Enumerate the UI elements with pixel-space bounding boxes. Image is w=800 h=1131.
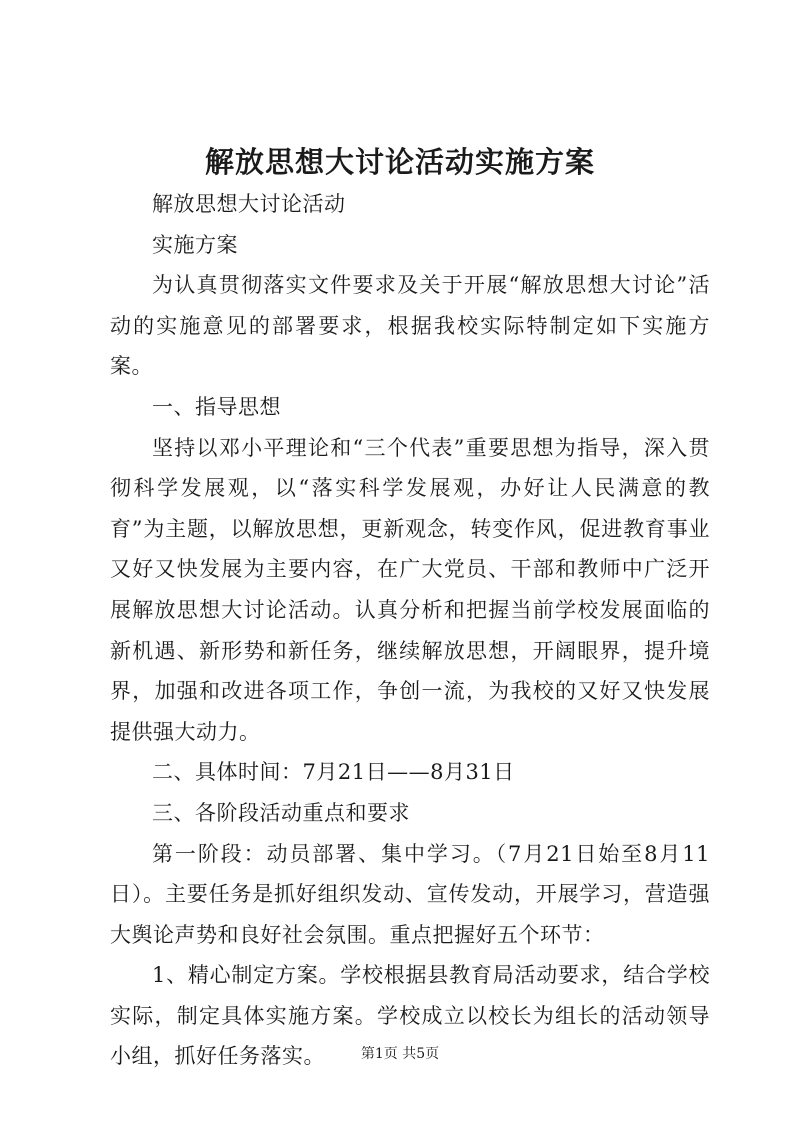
section-heading-schedule: 二、具体时间：7月21日——8月31日 [152, 760, 515, 785]
paragraph-plan-label: 实施方案 [152, 232, 238, 257]
page-number-footer: 第1页 共5页 [360, 1046, 440, 1062]
section-heading-stage-requirements: 三、各阶段活动重点和要求 [152, 800, 410, 825]
paragraph-stage-one: 第一阶段：动员部署、集中学习。（7月21日始至8月11日）。主要任务是抓好组织发动、宣传发动，开展学习，营造强大舆论声势和良好社会氛围。重点把握好五个环节： [110, 841, 710, 947]
paragraph-activity-name: 解放思想大讨论活动 [152, 192, 346, 216]
document-title: 解放思想大讨论活动实施方案 [204, 145, 595, 179]
section-heading-guiding-ideology: 一、指导思想 [152, 394, 281, 419]
document-body [110, 184, 710, 1077]
paragraph-intro: 为认真贯彻落实文件要求及关于开展“解放思想大讨论”活动的实施意见的部署要求，根据我校实际特制定如下实施方案。 [110, 273, 710, 379]
paragraph-guiding-ideology: 坚持以邓小平理论和“三个代表”重要思想为指导，深入贯彻科学发展观，以“落实科学发展观，办好让人民满意的教育”为主题，以解放思想，更新观念，转变作风，促进教育事业又好又快发展为主要内容，在广大党员、干部和教师中广泛开展解放思想大讨论活动。认真分析和把握当前学校发展面临的新机遇、新形势和新任务，继续解放思想，开阔眼界，提升境界，加强和改进各项工作，争创一流，为我校的又好又快发展提供强大动力。 [110, 435, 710, 744]
paragraph-item-1: 1、精心制定方案。学校根据县教育局活动要求，结合学校实际，制定具体实施方案。学校成立以校长为组长的活动领导小组，抓好任务落实。 [110, 963, 710, 1069]
